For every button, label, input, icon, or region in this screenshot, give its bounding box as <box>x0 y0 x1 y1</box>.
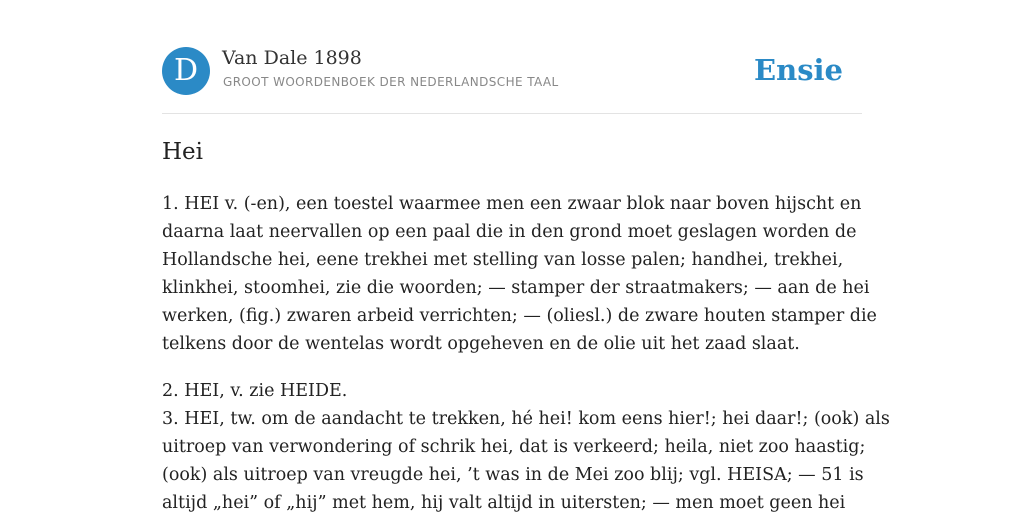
entry-headword: Hei <box>162 139 204 165</box>
definition-line: 2. HEI, v. zie HEIDE. <box>162 381 348 401</box>
definition-line: klinkhei, stoomhei, zie die woorden; — stamper der straatmakers; — aan de hei <box>162 278 870 298</box>
definition-line: telkens door de wentelas wordt opgeheven en de olie uit het zaad slaat. <box>162 334 800 354</box>
definition-line: werken, (fig.) zwaren arbeid verrichten; — (oliesl.) de zware houten stamper die <box>162 306 877 326</box>
definition-line: altijd „hei” of „hij” met hem, hij valt altijd in uitersten; — men moet geen hei <box>162 493 846 512</box>
definition-line: daarna laat neervallen op een paal die in den grond moet geslagen worden de <box>162 222 857 242</box>
definition-line: (ook) als uitroep van vreugde hei, ’t was in de Mei zoo blij; vgl. HEISA; — 51 is <box>162 465 864 485</box>
definition-line: uitroep van verwondering of schrik hei, dat is verkeerd; heila, niet zoo haastig; <box>162 437 866 457</box>
definition-paragraph-1 <box>162 190 877 358</box>
source-avatar[interactable]: D <box>162 47 210 95</box>
dictionary-header <box>162 46 862 96</box>
definition-line: 3. HEI, tw. om de aandacht te trekken, hé hei! kom eens hier!; hei daar!; (ook) als <box>162 409 890 429</box>
definition-paragraph-2 <box>162 377 890 512</box>
ensie-logo[interactable]: Ensie <box>754 53 843 87</box>
header-divider <box>162 113 862 114</box>
source-title[interactable]: Van Dale 1898 <box>222 47 362 69</box>
definition-line: Hollandsche hei, eene trekhei met stelling van losse palen; handhei, trekhei, <box>162 250 844 270</box>
source-subtitle: GROOT WOORDENBOEK DER NEDERLANDSCHE TAAL <box>223 75 559 89</box>
definition-line: 1. HEI v. (-en), een toestel waarmee men een zwaar blok naar boven hijscht en <box>162 194 862 214</box>
